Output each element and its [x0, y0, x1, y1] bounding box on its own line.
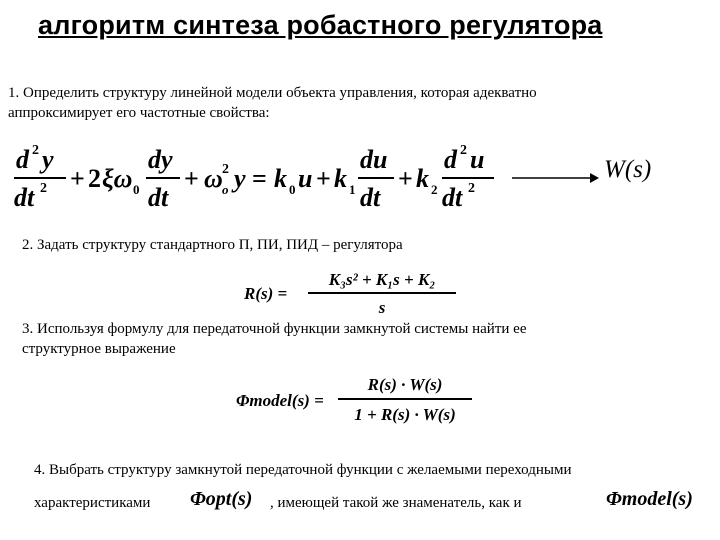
phi-opt-formula: Φopt(s) [190, 488, 253, 510]
model-transfer-function: W(s) [604, 156, 652, 183]
phi-model-formula: Φmodel(s) [606, 488, 693, 510]
step-4-part-b: , имеющей такой же знаменатель, как и [270, 495, 522, 511]
svg-text:u: u [298, 164, 313, 193]
svg-text:dt: dt [442, 183, 463, 212]
svg-text:+: + [316, 164, 331, 193]
svg-text:1: 1 [349, 182, 356, 197]
svg-text:+: + [398, 164, 413, 193]
svg-text:dt: dt [148, 183, 169, 212]
right-arrow-icon [510, 168, 600, 188]
closed-loop-numerator: R(s) · W(s) [338, 375, 472, 400]
step-1-line-1: 1. Определить структуру линейной модели объекта управления, которая адекватно [8, 85, 537, 101]
svg-text:0: 0 [289, 182, 296, 197]
svg-text:2: 2 [468, 181, 475, 196]
svg-text:+: + [70, 164, 85, 193]
regulator-lhs: R(s) = [244, 284, 288, 303]
svg-text:k: k [416, 164, 429, 193]
step-4-line-1: 4. Выбрать структуру замкнутой передаточной функции с желаемыми переходными [34, 462, 572, 478]
svg-text:du: du [360, 145, 388, 174]
svg-text:d: d [16, 145, 29, 174]
regulator-denominator: s [378, 298, 386, 317]
page-title: алгоритм синтеза робастного регулятора [38, 10, 603, 40]
svg-text:2: 2 [88, 164, 101, 193]
svg-text:dt: dt [360, 183, 381, 212]
model-differential-equation [10, 140, 510, 218]
closed-loop-lhs: Φmodel(s) = [236, 391, 324, 410]
svg-text:y: y [234, 164, 246, 193]
svg-text:2: 2 [40, 181, 47, 196]
svg-text:2: 2 [222, 162, 229, 177]
svg-text:2: 2 [431, 182, 438, 197]
svg-text:0: 0 [133, 182, 140, 197]
svg-text:d: d [444, 145, 457, 174]
svg-text:dt: dt [14, 183, 35, 212]
svg-text:ω: ω [204, 164, 223, 193]
svg-text:dy: dy [148, 145, 173, 174]
svg-text:k: k [334, 164, 347, 193]
svg-text:=: = [252, 164, 267, 193]
svg-text:2: 2 [460, 143, 467, 158]
step-4-part-a: характеристиками [34, 495, 151, 511]
step-3-line-1: 3. Используя формулу для передаточной функции замкнутой системы найти ее [22, 321, 527, 337]
svg-text:2: 2 [32, 143, 39, 158]
step-1-line-2: аппроксимирует его частотные свойства: [8, 105, 270, 121]
svg-text:ξω: ξω [102, 164, 133, 193]
svg-text:k: k [274, 164, 287, 193]
step-3-line-2: структурное выражение [22, 341, 176, 357]
closed-loop-denominator: 1 + R(s) · W(s) [354, 405, 456, 424]
svg-text:u: u [470, 145, 485, 174]
svg-text:o: o [222, 182, 229, 197]
svg-text:+: + [184, 164, 199, 193]
step-2: 2. Задать структуру стандартного П, ПИ, ПИД – регулятора [22, 237, 403, 253]
regulator-numerator: K₃s² + K₁s + K₂ [308, 270, 456, 294]
svg-text:y: y [42, 145, 54, 174]
